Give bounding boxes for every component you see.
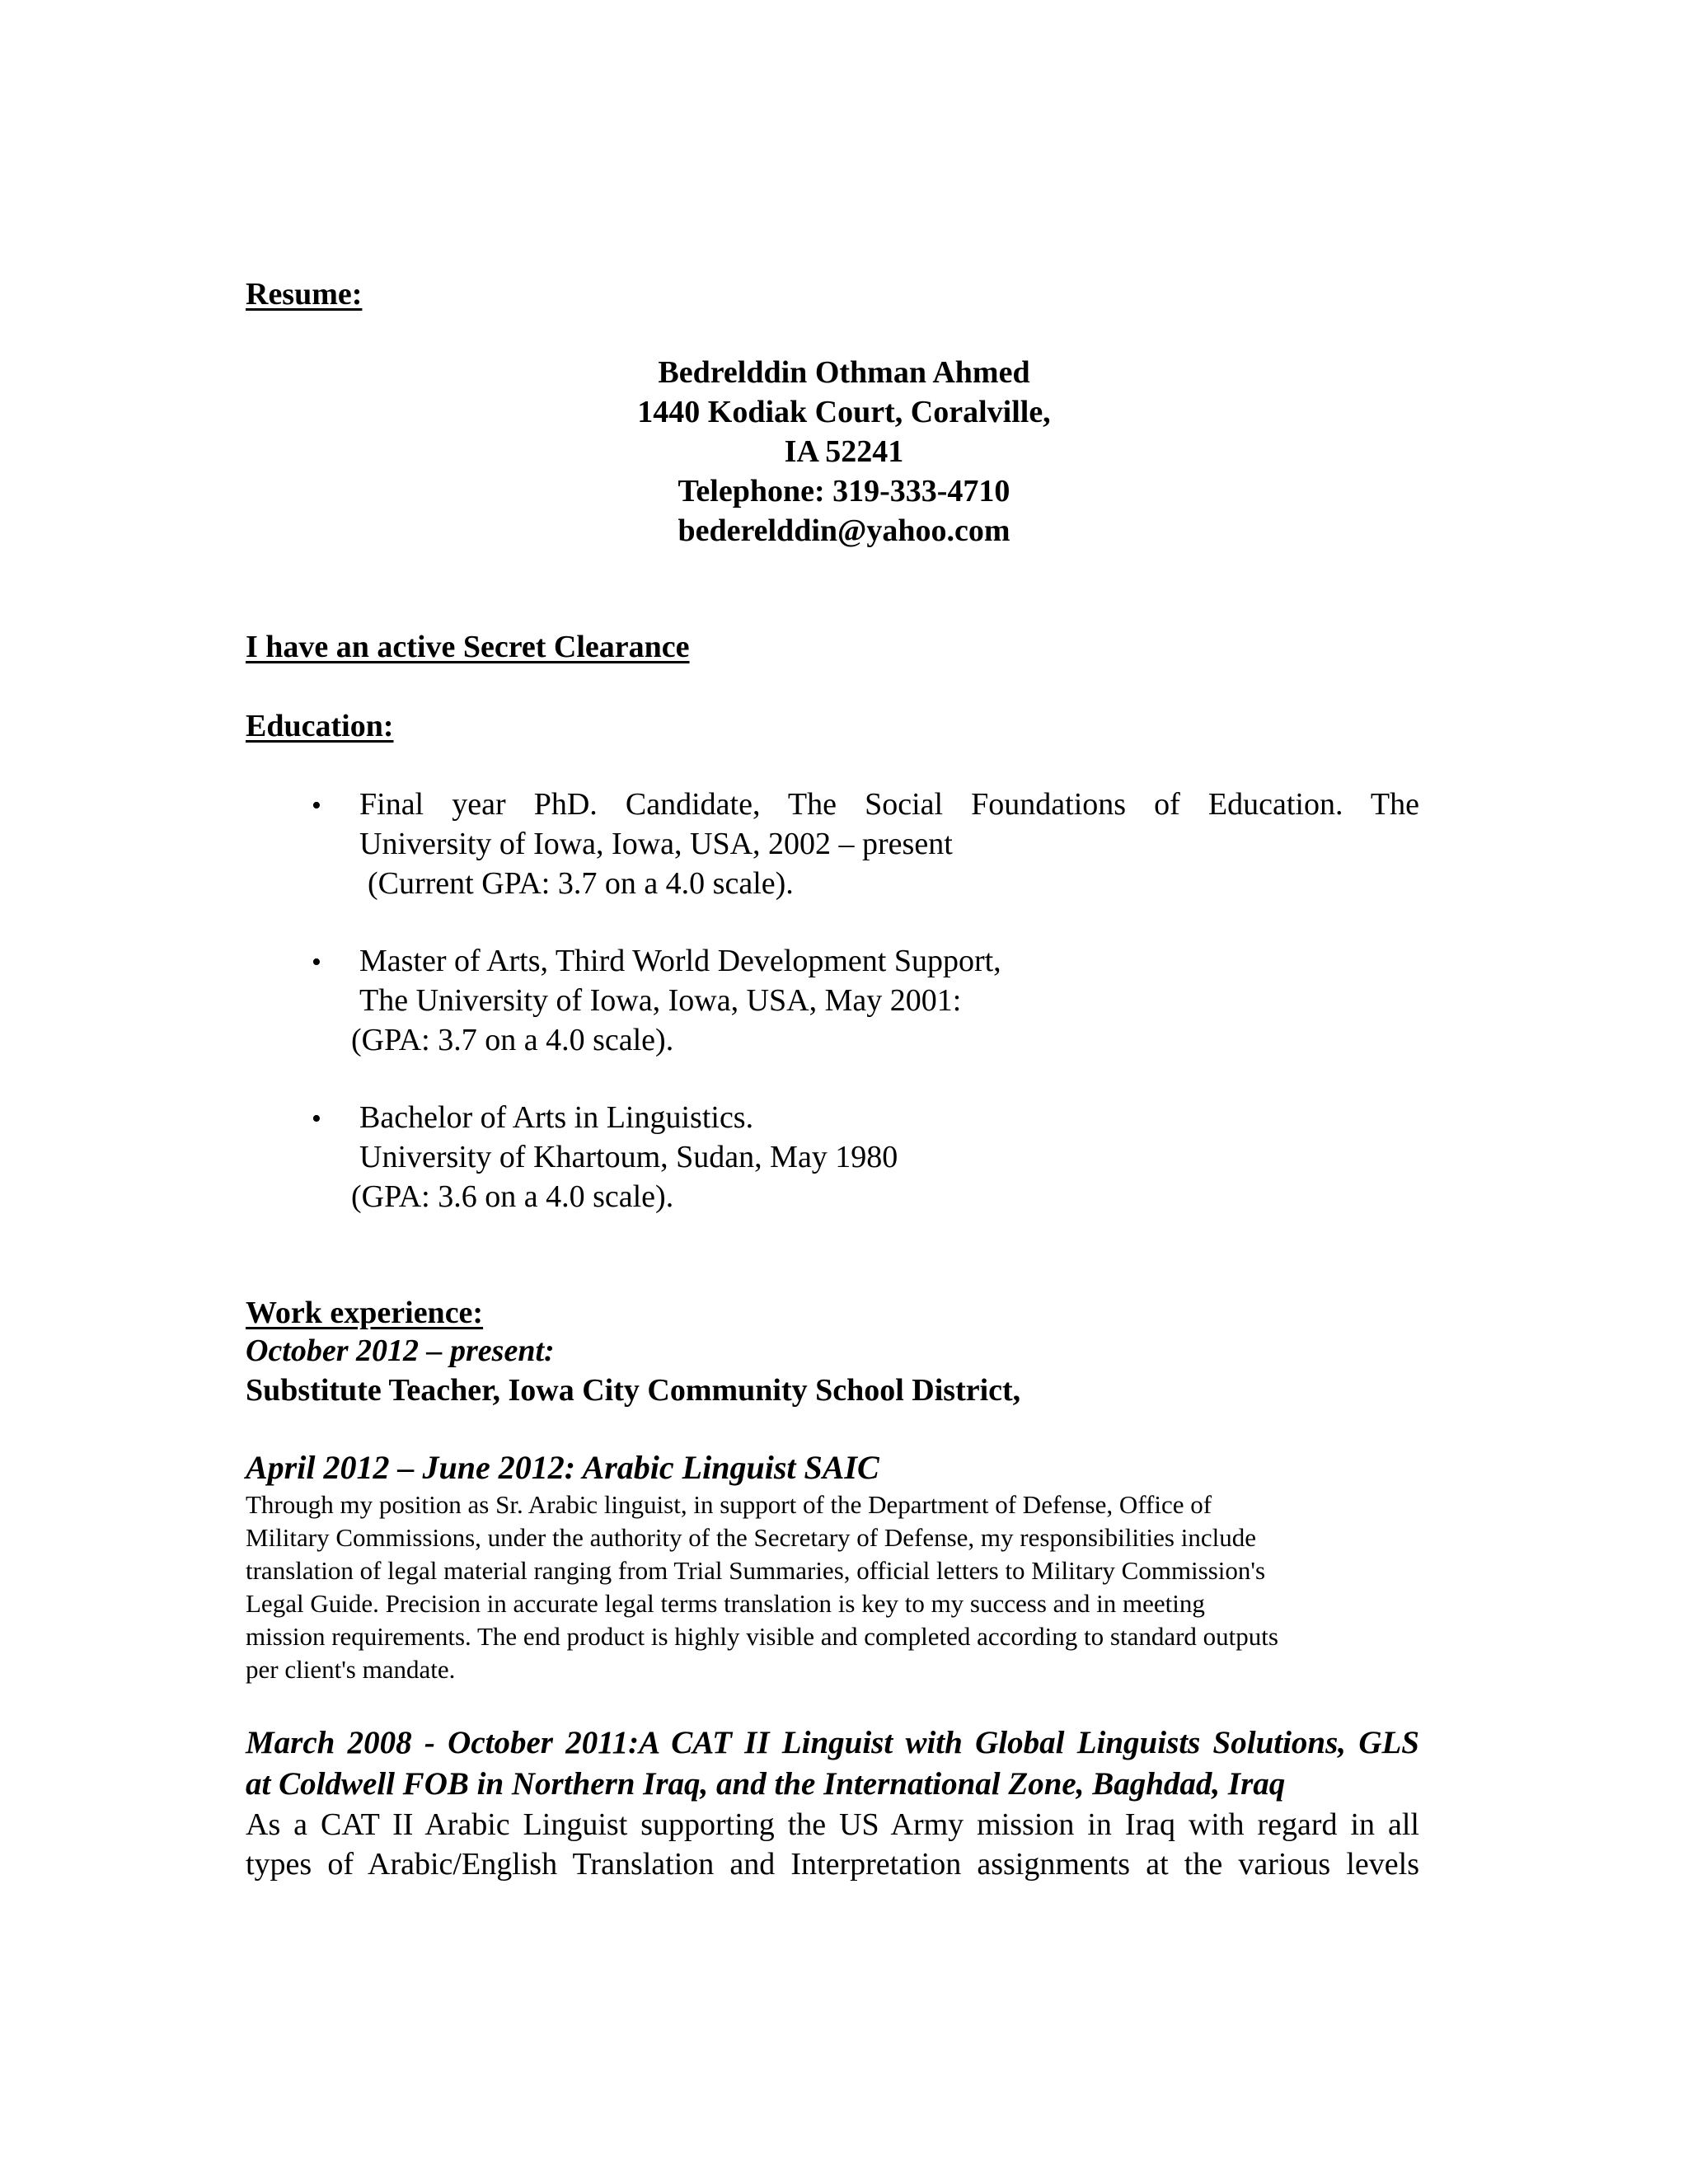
job3-description-line1: As a CAT II Arabic Linguist supporting the US Army mission in Iraq with regard in all: [246, 1807, 1419, 1842]
bullet-icon: •: [312, 1104, 321, 1134]
education-heading: Education:: [246, 709, 394, 743]
job3-heading-line1: March 2008 - October 2011:A CAT II Linguist with Global Linguists Solutions, GLS: [246, 1725, 1419, 1760]
education-item-2-line1: Master of Arts, Third World Development Support,: [359, 944, 1001, 978]
contact-telephone: Telephone: 319-333-4710: [678, 474, 1010, 509]
job2-description-line: mission requirements. The end product is highly visible and completed according to standard outputs: [246, 1622, 1278, 1651]
education-item-1-line1: Final year PhD. Candidate, The Social Foundations of Education. The: [359, 787, 1419, 822]
job2-description-line: Military Commissions, under the authority of the Secretary of Defense, my responsibilities include: [246, 1523, 1256, 1552]
education-item-3-line3: (GPA: 3.6 on a 4.0 scale).: [351, 1179, 674, 1214]
job2-heading: April 2012 – June 2012: Arabic Linguist SAIC: [246, 1449, 879, 1486]
education-item-3-line1: Bachelor of Arts in Linguistics.: [359, 1100, 754, 1135]
job2-description-line: Legal Guide. Precision in accurate legal terms translation is key to my success and in meeting: [246, 1589, 1205, 1618]
contact-block: [0, 353, 1688, 551]
work-experience-heading: Work experience:: [246, 1296, 484, 1330]
resume-heading: Resume:: [246, 277, 363, 312]
job2-description-line: translation of legal material ranging from Trial Summaries, official letters to Military Commission's: [246, 1556, 1266, 1585]
job2-description-line: Through my position as Sr. Arabic linguist, in support of the Department of Defense, Office of: [246, 1490, 1212, 1519]
job2-description: [246, 1488, 1432, 1686]
job2-description-line: per client's mandate.: [246, 1655, 456, 1684]
job3-description-line2: types of Arabic/English Translation and Interpretation assignments at the various levels: [246, 1847, 1419, 1882]
job1-title: Substitute Teacher, Iowa City Community School District,: [246, 1373, 1021, 1408]
clearance-statement: I have an active Secret Clearance: [246, 630, 690, 664]
job3-heading-line2: at Coldwell FOB in Northern Iraq, and the International Zone, Baghdad, Iraq: [246, 1766, 1286, 1802]
education-item-2-line2: The University of Iowa, Iowa, USA, May 2001:: [359, 983, 962, 1018]
bullet-icon: •: [312, 947, 321, 977]
bullet-icon: •: [312, 790, 321, 821]
contact-email: bederelddin@yahoo.com: [678, 513, 1010, 548]
contact-address-line1: 1440 Kodiak Court, Coralville,: [637, 395, 1051, 429]
education-item-1-line3: (Current GPA: 3.7 on a 4.0 scale).: [368, 866, 794, 901]
education-item-2-line3: (GPA: 3.7 on a 4.0 scale).: [351, 1023, 674, 1057]
job1-dates: October 2012 – present:: [246, 1333, 555, 1368]
education-item-1-line2: University of Iowa, Iowa, USA, 2002 – present: [359, 827, 953, 861]
contact-name: Bedrelddin Othman Ahmed: [658, 355, 1030, 390]
contact-address-line2: IA 52241: [784, 434, 904, 469]
education-item-3-line2: University of Khartoum, Sudan, May 1980: [359, 1140, 898, 1174]
